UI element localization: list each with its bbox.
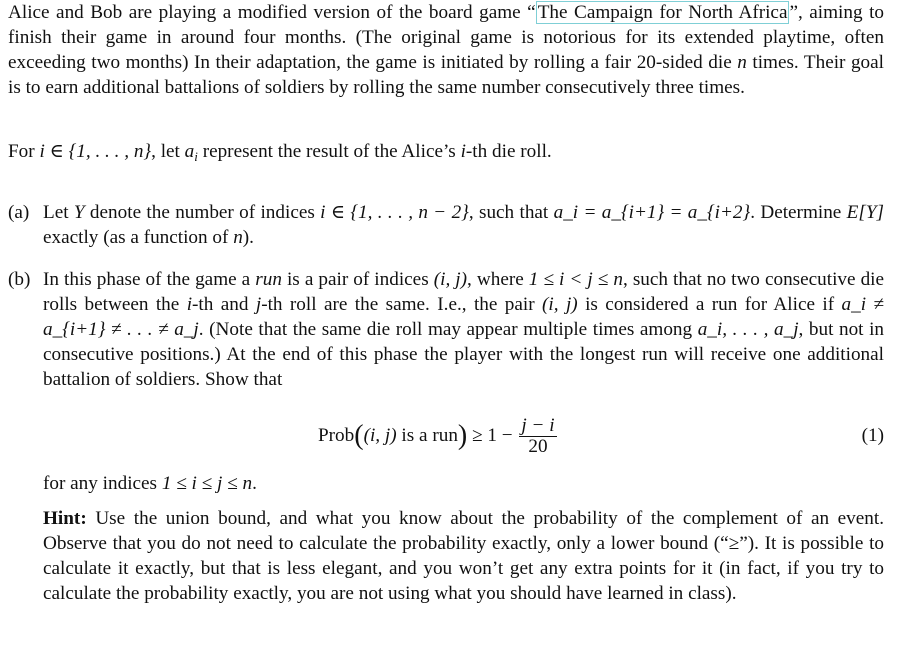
eq-is-a-run: is a run (401, 424, 458, 446)
expectation-EY: E[Y] (846, 202, 884, 223)
equation-body (318, 416, 557, 457)
def-text-3: represent the result of the Alice’s (197, 141, 461, 162)
part-a-label: (a) (8, 202, 30, 223)
fraction-numerator: j − i (521, 415, 555, 436)
part-a-text-5: exactly (as a function of (43, 227, 234, 248)
part-a-text-4: . Determine (750, 202, 847, 223)
part-a-text-3: , such that (468, 202, 554, 223)
hint-label: Hint: (43, 508, 87, 529)
part-b-chain: a_i ≠ a_{i+1} ≠ . . . ≠ a_j (43, 294, 884, 340)
def-index-set: i ∈ {1, . . . , n} (39, 141, 152, 162)
part-b-i: i (186, 294, 193, 315)
for-any-line (43, 471, 257, 496)
equation-number: (1) (861, 425, 884, 446)
for-any-text: for any indices (43, 473, 162, 494)
definition-paragraph (8, 139, 884, 169)
part-b-range: 1 ≤ i < j ≤ n (528, 269, 623, 290)
hint-text: Use the union bound, and what you know about the probability of the complement of an event. Observe that you do not need to calculate the probability exactly, only a lower bound (“≥”). It is possible to calculate it exactly, but that is less elegant, and you won’t get any extra points for it (in fact, if you try to calculate the probability exactly, you are not using what you should have learned in class). (43, 508, 885, 604)
part-b-pair: (i, j) (433, 269, 468, 290)
for-any-range: 1 ≤ i ≤ j ≤ n (161, 473, 253, 494)
hint-paragraph (43, 506, 884, 606)
intro-text-2: ”, aiming to finish their game in around four months. (The original game is notorious for its extended playtime, often exceeding two months) In their adaptation, the game is initiated by rolling a fair 20-sided die (8, 2, 884, 73)
part-b-pair-2: (i, j) (542, 294, 578, 315)
game-title-link[interactable]: The Campaign for North Africa (537, 2, 788, 23)
part-b-label: (b) (8, 269, 31, 290)
run-word: run (255, 269, 282, 290)
part-b-text-5: -th and (192, 294, 256, 315)
part-b-j: j (255, 294, 262, 315)
part-a-index-set: i ∈ {1, . . . , n − 2} (320, 202, 469, 223)
part-a-var-n: n (233, 227, 243, 248)
part-b-body (43, 267, 884, 392)
for-any-end: . (252, 473, 257, 494)
prob-operator: Prob (318, 424, 355, 446)
fraction-denominator: 20 (528, 436, 548, 457)
part-b-text-1: In this phase of the game a (43, 269, 256, 290)
open-paren: ( (354, 419, 364, 451)
part-b-text-6: -th roll are the same. I.e., the pair (261, 294, 543, 315)
part-b-text-9: , but not in consecutive positions.) At the end of this phase the player with the longest run will receive one additional battalion of soldiers. Show that (43, 319, 885, 390)
part-b-seq: a_i, . . . , a_j (697, 319, 799, 340)
def-var: a (184, 141, 195, 162)
part-a-text-1: Let (43, 202, 74, 223)
part-a-text-6: ). (242, 227, 254, 248)
fraction (519, 416, 556, 457)
equation-1 (0, 410, 899, 462)
intro-text-1: Alice and Bob are playing a modified version of the board game “ (8, 2, 536, 23)
var-n: n (737, 52, 747, 73)
part-b-text-8: . (Note that the same die roll may appear multiple times among (198, 319, 698, 340)
def-var-sub: i (194, 149, 198, 164)
part-b-text-2: is a pair of indices (281, 269, 434, 290)
close-paren: ) (457, 419, 468, 451)
part-a-body (43, 200, 884, 250)
def-text-4: -th die roll. (465, 141, 552, 162)
def-text-1: For (8, 141, 40, 162)
def-idx: i (460, 141, 466, 162)
eq-ge-one-minus: ≥ 1 − (472, 424, 513, 446)
var-Y: Y (73, 202, 85, 223)
def-text-2: , let (151, 141, 185, 162)
intro-paragraph (8, 0, 884, 100)
part-b-text-4: , such that no two consecutive die rolls between the (43, 269, 885, 315)
part-b-text-7: is considered a run for Alice if (577, 294, 842, 315)
part-b-text-3: , where (467, 269, 529, 290)
intro-text-3: times. Their goal is to earn additional battalions of soldiers by rolling the same number consecutively three times. (8, 52, 884, 98)
part-a-text-2: denote the number of indices (84, 202, 321, 223)
eq-pair: (i, j) (363, 424, 397, 446)
part-a-condition: a_i = a_{i+1} = a_{i+2} (553, 202, 751, 223)
